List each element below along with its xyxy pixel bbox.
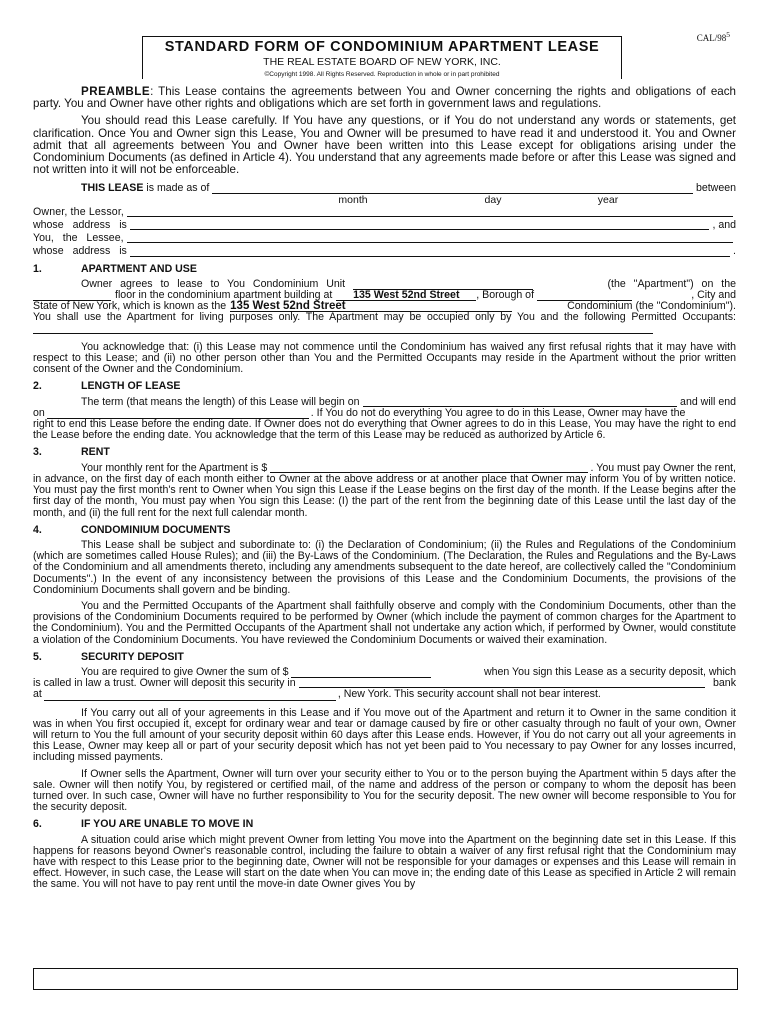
s1-line2: floor in the condominium apartment building at 135 West 52nd Street , Borough of , City and <box>33 290 736 301</box>
lessee-line: You, the Lessee, <box>33 233 736 244</box>
lease-date-field[interactable] <box>212 184 693 194</box>
s1-acknowledgement: You acknowledge that: (i) this Lease may not commence until the Condominium has waived any first refusal rights that it may have with respect to this Lease; and (ii) no other person other than You and the Permitted Occupants may reside in the Apartment without the prior written consent of the Owner and the Condominium. <box>33 340 736 376</box>
owner-address-line: whose address is , and <box>33 219 736 232</box>
s5-line3: at , New York. This security account shall not bear interest. <box>33 688 601 701</box>
owner-address-field[interactable] <box>130 220 710 230</box>
s5-line1: You are required to give Owner the sum of $ when You sign this Lease as a security deposit, which <box>81 665 736 678</box>
s5-line2: is called in law a trust. Owner will deposit this security in bank <box>33 677 736 690</box>
lease-body <box>33 86 736 891</box>
owner-name-field[interactable] <box>127 207 733 217</box>
building-address-field[interactable]: 135 West 52nd Street <box>336 290 476 301</box>
s1-use-text: You shall use the Apartment for living purposes only. The Apartment may be occupied only by You and the following Permitted Occupants: <box>33 312 736 336</box>
s4-p2: You and the Permitted Occupants of the Apartment shall faithfully observe and comply with the Condominium Documents, other than the provisions of the Condominium Documents required to be performed by Owner (which include the payment of common charges for the Apartment to the Condominium). You and the Permitted Occupants of the Apartment shall not undertake any action which, if performed by Owner, would constitute a violation of the Condominium Documents. You have reviewed the Condominium Documents or waived their examination. <box>33 599 736 646</box>
s3-line1: Your monthly rent for the Apartment is $ . You must pay Owner the rent, <box>81 461 736 474</box>
section-1-heading: 1. APARTMENT AND USE <box>33 262 197 275</box>
s5-p3: If Owner sells the Apartment, Owner will turn over your security either to You or to the person buying the Apartment within 5 days after the sale. Owner will then notify You, by registered or certified mail, of the name and address of the person or company to whom the deposit has been turned over. In such case, Owner will have no further responsibility to You for the security deposit. The new owner will become responsible to You for the security deposit. <box>33 767 736 814</box>
section-2-heading: 2. LENGTH OF LEASE <box>33 380 181 393</box>
form-title: STANDARD FORM OF CONDOMINIUM APARTMENT LEASE <box>164 39 600 55</box>
section-6-heading: 6. IF YOU ARE UNABLE TO MOVE IN <box>33 818 254 831</box>
copyright-notice: ©Copyright 1998. All Rights Reserved. Reproduction in whole or in part prohibited <box>264 71 500 78</box>
lessee-address-field[interactable] <box>130 247 730 257</box>
monthly-rent-field[interactable] <box>270 463 587 473</box>
initials-box[interactable] <box>33 968 738 990</box>
section-3-heading: 3. RENT <box>33 446 110 459</box>
condominium-name-field[interactable]: 135 West 52nd Street <box>230 301 512 312</box>
lessee-name-field[interactable] <box>127 233 733 243</box>
bank-address-field[interactable] <box>44 691 336 701</box>
s2-text: right to end this Lease before the ending date. If Owner does not do everything that Owner agrees to do in this Lease, You may have the right to end the Lease before the ending date. You acknowledge that the term of this Lease may be reduced as authorized by Article 6. <box>33 418 736 442</box>
permitted-occupants-field[interactable] <box>33 324 653 334</box>
date-labels: month day year <box>338 193 619 206</box>
s4-p1: This Lease shall be subject and subordinate to: (i) the Declaration of Condominium; (ii) the Rules and Regulations of the Condominium (which are sometimes called House Rules); and (iii) the By-Laws of the Condominium. (The Declaration, the Rules and Regulations and the By-Laws of the Condominium and all amendments thereto, including any amendments subsequent to the date hereof, are collectively called the "Condominium Documents".) In the event of any inconsistency between the provisions of this Lease and the Condominium Documents, the provisions of the Condominium Documents shall govern and be binding. <box>33 538 736 596</box>
s2-line2: on . If You do not do everything You agree to do in this Lease, Owner may have the <box>33 406 686 419</box>
section-4-heading: 4. CONDOMINIUM DOCUMENTS <box>33 523 231 536</box>
s1-line1: Owner agrees to lease to You Condominium Unit (the "Apartment") on the <box>81 277 736 290</box>
term-begin-field[interactable] <box>363 397 678 407</box>
s2-line1: The term (that means the length) of this Lease will begin on and will end <box>81 395 736 408</box>
header-box <box>142 36 622 79</box>
s6-p1: A situation could arise which might prevent Owner from letting You move into the Apartment on the beginning date set in this Lease. If this happens for reasons beyond Owner's reasonable control, including the failure to obtain a waiver of any first refusal right that the Condominium may have with respect to this Lease prior to the beginning date, Owner will not be responsible for your damages or expenses and this Lease will remain in effect. However, in such case, the Lease will start on the date when You can move in; the ending date of this Lease as specified in Article 2 will remain the same. You will not have to pay rent until the move-in date Owner gives You by <box>33 833 736 891</box>
lease-date-line: THIS LEASE is made as of between <box>81 182 736 195</box>
owner-line: Owner, the Lessor, <box>33 207 736 218</box>
security-deposit-field[interactable] <box>291 668 431 678</box>
preamble-p1: PREAMBLE: This Lease contains the agreements between You and Owner concerning the rights and obligations of each party. You and Owner have other rights and obligations which are set forth in government laws and regulations. <box>33 85 736 111</box>
s3-text: in advance, on the first day of each month either to Owner at the above address or at another place that Owner may inform You of by written notice. You must pay the first month's rent to Owner when You sign this Lease if the Lease begins on the first day of the month. If the Lease begins after the first day of the month, You must pay when You sign this Lease: (I) the part of the rent from the beginning date of this Lease until the last day of the month, and (ii) the full rent for the next full calendar month. <box>33 472 736 519</box>
section-5-heading: 5. SECURITY DEPOSIT <box>33 650 184 663</box>
s1-line3: State of New York, which is known as the 135 West 52nd Street Condominium (the "Condominium"). <box>33 300 736 313</box>
form-code: CAL/$98^5$ <box>696 30 730 43</box>
bank-name-field[interactable] <box>299 678 705 688</box>
s5-p2: If You carry out all of your agreements in this Lease and if You move out of the Apartment and return it to Owner in the same condition it was in when You first occupied it, except for ordinary wear and tear or damage caused by fire or other casualty through no fault of your own, Owner will return to You the full amount of your security deposit within 60 days after this Lease ends. However, if You do not carry out all your agreements in this Lease, Owner may keep all or part of your security deposit which has not yet been paid to You necessary to pay Owner for any losses incurred, including missed payments. <box>33 706 736 764</box>
form-subtitle: THE REAL ESTATE BOARD OF NEW YORK, INC. <box>263 56 501 68</box>
lessee-address-line: whose address is . <box>33 245 736 258</box>
preamble-p2: You should read this Lease carefully. If You have any questions, or if You do not understand any words or statements, get clarification. Once You and Owner sign this Lease, You and Owner will be presumed to have read it and understood it. You and Owner admit that all agreements between You and Owner have been written into this Lease except for obligations arising under the Condominium Documents (as defined in Article 4). You understand that any agreements made before or after this Lease was signed and not written into it will not be enforceable. <box>33 114 736 177</box>
